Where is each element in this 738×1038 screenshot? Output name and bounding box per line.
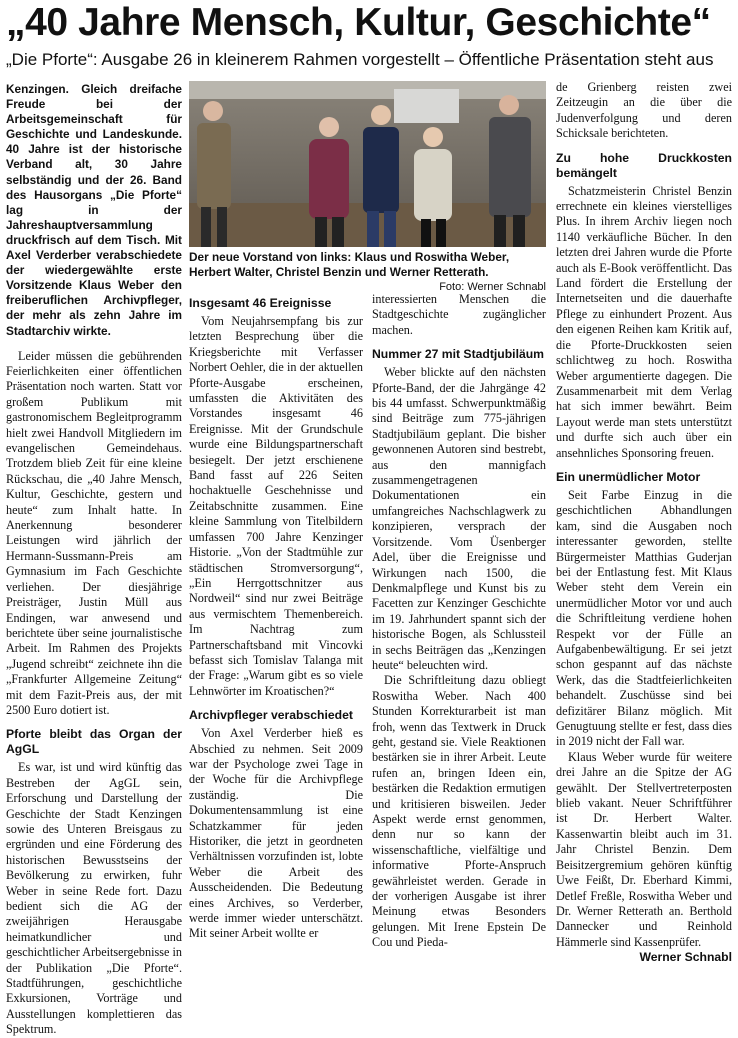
- subheading: Pforte bleibt das Organ der AgGL: [6, 727, 182, 757]
- group-photo: [189, 81, 546, 247]
- caption-text: Der neue Vorstand von links: Klaus und Roswitha Weber, Herbert Walter, Christel Benzin und Werner Retterath.: [189, 250, 510, 279]
- paragraph: Schatzmeisterin Christel Benzin errechnete ein kleines vierstelliges Plus. In ihrem Archiv liegen noch 1140 verkäufliche Bücher. In den letzten drei Jahren wurde die Pforte auch als E-Book veröffentlicht. Das Land fördert die Erstellung der Internetseiten und die dauerhafte Pflege zu einhundert Prozent. Aus den eigenen Reihen kam Kritik auf, die Pforte-Druckkosten seien schlichtweg zu hoch. Roswitha Weber argumentierte dagegen. Die Zusammenarbeit mit dem Verlag hat sich immer bewährt. Beim Layout werde man stets unterstützt und durfte sich auch über ein ansehnliches Sponsoring freuen.: [556, 183, 732, 460]
- group-photo-image: [189, 81, 546, 247]
- lead-paragraph: Kenzingen. Gleich dreifache Freude bei der Arbeitsgemeinschaft für Geschichte und Landeskunde. 40 Jahre ist der historische Verband alt, 30 Jahre selbständig und der 26. Band des Hausorgans „Die Pforte“ lag in der Jahreshauptversammlung druckfrisch auf dem Tisch. Mit Axel Verderber verabschiedete der wiedergewählte erste Vorsitzende Klaus Weber den freiberuflichen Archivpfleger, der mehr als zehn Jahre im Stadtarchiv wirkte.: [6, 82, 182, 338]
- subheading: Ein unermüdlicher Motor: [556, 469, 701, 484]
- photo-credit: Foto: Werner Schnabl: [439, 281, 546, 293]
- paragraph: Die Schriftleitung dazu obliegt Roswitha Weber. Nach 400 Stunden Korrekturarbeit ist man froh, wenn das Textwerk in Druck geht, gestand sie. Viele Reaktionen bestärken sie in ihrer Arbeit. Leute rufen an, bringen Ideen ein, bestärken die Redaktion ermutigen und kritisieren bisweilen. Jeder Aspekt werde ernst genommen, denn nur so kann der wissenschaftliche, vielfältige und informative Pforte-Anspruch gewährleistet werden. Gerade in der vorherigen Ausgabe ist ihrer Meinung etwas Besonders gelungen. Mit Irene Epstein De Cou und Pieda-: [372, 673, 546, 950]
- paragraph: Seit Farbe Einzug in die geschichtlichen Abhandlungen kam, sind die Ausgaben noch interessanter geworden, stellte Bürgermeister Matthias Guderjan bei der Entlastung fest. Mit Klaus Weber steht dem Verein ein unermüdlicher Motor vor und auch die Schriftleitung verdiene hohen Respekt vor der Fülle an Aufgabenbewältigung. Er sei jetzt schon gespannt auf das nächste Werk, das die Stadtfeierlichkeiten behandelt. Zuschüsse sind bei defizitärer Bilanz möglich. Mit Genugtuung stellte er fest, dass dies in 2019 nicht der Fall war.: [556, 487, 732, 749]
- author-byline: Werner Schnabl: [639, 950, 732, 965]
- paragraph: Vom Neujahrsempfang bis zur letzten Besprechung über die Kriegsberichte mit Verfasser Norbert Oehler, die in der aktuellen Pforte-Ausgabe erscheinen, umfassten die Aktivitäten des Vorstandes insgesamt 46 Ereignisse. Mit der Grundschule wurde eine Bildungspartnerschaft besiegelt. Der jetzt erschienene Band fasst auf 226 Seiten hochaktuelle Geschehnisse und Zeitabschnitte zusammen. Eine kleine Sammlung von Titelbildern umfassen 700 Jahre Kenzinger Historie. „Von der Stadtmühle zur städtischen Stromversorgung“, „Ein Herrgottschnitzer aus Nordweil“ sind nur zwei Beiträge aus vermischtem Themenbereich. Im Nachtrag zum Partnerschaftsband mit Vincovki befasst sich Tomislav Talanga mit der Frage: „Warum gibt es so viele Lehnwörter im Kroatischen?“: [189, 314, 363, 698]
- headline: „40 Jahre Mensch, Kultur, Geschichte“: [6, 1, 711, 44]
- paragraph: interessierten Menschen die Stadtgeschichte zugänglicher machen.: [372, 292, 546, 337]
- column-1: [6, 82, 182, 1038]
- paragraph: Von Axel Verderber hieß es Abschied zu nehmen. Seit 2009 war der Psychologe zwei Tage in der Woche für die Archivpflege zuständig. Die Dokumentensammlung ist eine Schatzkammer für jeden Historiker, die jetzt in geordneten Verhältnissen vorzufinden ist, lobte Weber die Arbeit des Ausscheidenden. Die Bedeutung eines Archives, so Verderber, werde immer wieder unterschätzt. Mit seiner Arbeit wollte er: [189, 726, 363, 941]
- subheading: Zu hohe Druckkosten bemängelt: [556, 150, 732, 180]
- subheading: Nummer 27 mit Stadtjubiläum: [372, 347, 545, 362]
- paragraph: Es war, ist und wird künftig das Bestreben der AgGL sein, Erforschung und Darstellung der Geschichte der Stadt Kenzingen sowie des Unteren Breisgaus zu ergründen und eine Förderung des historischen Bewusstseins der Bevölkerung zu erwirken, fuhr Weber in seine Rede fort. Dazu bedient sich die AG der zweijährigen Herausgabe heimatkundlicher und geschichtlicher Arbeitsergebnisse in der Publikation „Die Pforte“. Stadtführungen, geschichtliche Exkursionen, Vorträge und Ausstellungen komplettieren das Spektrum.: [6, 760, 182, 1037]
- subheadline: „Die Pforte“: Ausgabe 26 in kleinerem Rahmen vorgestellt – Öffentliche Präsentation steht aus: [6, 50, 714, 69]
- paragraph: Leider müssen die gebührenden Feierlichkeiten einer öffentlichen Präsentation noch warten. Statt vor großem Publikum mit gastronomischem Begleitprogramm hielt zwei Handvoll Mitgliedern im evangelischen Gemeindehaus. Trotzdem blieb Zeit für eine kleine Rückschau, die „40 Jahre Mensch, Kultur, Geschichte, gestern und heute“ zum Inhalt hatte. In Anerkennung besonderer Leistungen wird jährlich der Hermann-Sussmann-Preis am Gymnasium im Fach Geschichte verliehen. Der diesjährige Preisträger, Justin Müll aus Endingen, war anwesend und berichtete über seine journalistische Arbeit. Im Rahmen des Projekts „Jugend schreibt“ zeichnete ihn die „Frankfurter Allgemeine Zeitung“ mit dem Fazit-Preis aus, der mit 2500 Euro dotiert ist.: [6, 348, 182, 717]
- paragraph: de Grienberg reisten zwei Zeitzeugin an die über die Judenverfolgung und deren Schicksale berichteten.: [556, 80, 732, 141]
- subheading: Archivpfleger verabschiedet: [189, 708, 353, 723]
- column-3: [372, 292, 546, 951]
- subheading: Insgesamt 46 Ereignisse: [189, 296, 332, 310]
- column-4: [556, 80, 732, 966]
- paragraph: Weber blickte auf den nächsten Pforte-Band, der die Jahrgänge 42 bis 44 umfasst. Schwerpunktmäßig sind Beiträge zum 775-jährigen Stadtjubiläum geplant. Die bisher gewonnenen Autoren sind bestrebt, aus den mannigfach zusammengetragenen Dokumentationen ein umfangreiches Nachschlagwerk zu konzipieren, versprach der Vorsitzende. Vom Üsenberger Adel, über die Ereignisse und Wirkungen nach 1500, die Denkmalpflege und Kunst bis zu Facetten zur Kenzinger Geschichte im 19. Jahrhundert spannt sich der historische Bogen, als Schlussteil in sechs Beiträgen das „Kenzingen heute“ beleuchten wird.: [372, 365, 546, 672]
- column-2: [189, 286, 363, 942]
- paragraph: Klaus Weber wurde für weitere drei Jahre an die Spitze der AG gewählt. Der Stellvertreterposten blieb vakant. Neuer Schriftführer ist Dr. Herbert Walter. Kassenwartin bleibt auch im 31. Jahr Christel Benzin. Dem Beisitzergremium gehören künftig Uwe Feißt, Dr. Eberhard Kimmi, Detlef Freßle, Roswitha Weber und Dr. Werner Retterath an. Berthold Dannecker und Reinhold Hämmerle sind Kassenprüfer.: [556, 749, 732, 949]
